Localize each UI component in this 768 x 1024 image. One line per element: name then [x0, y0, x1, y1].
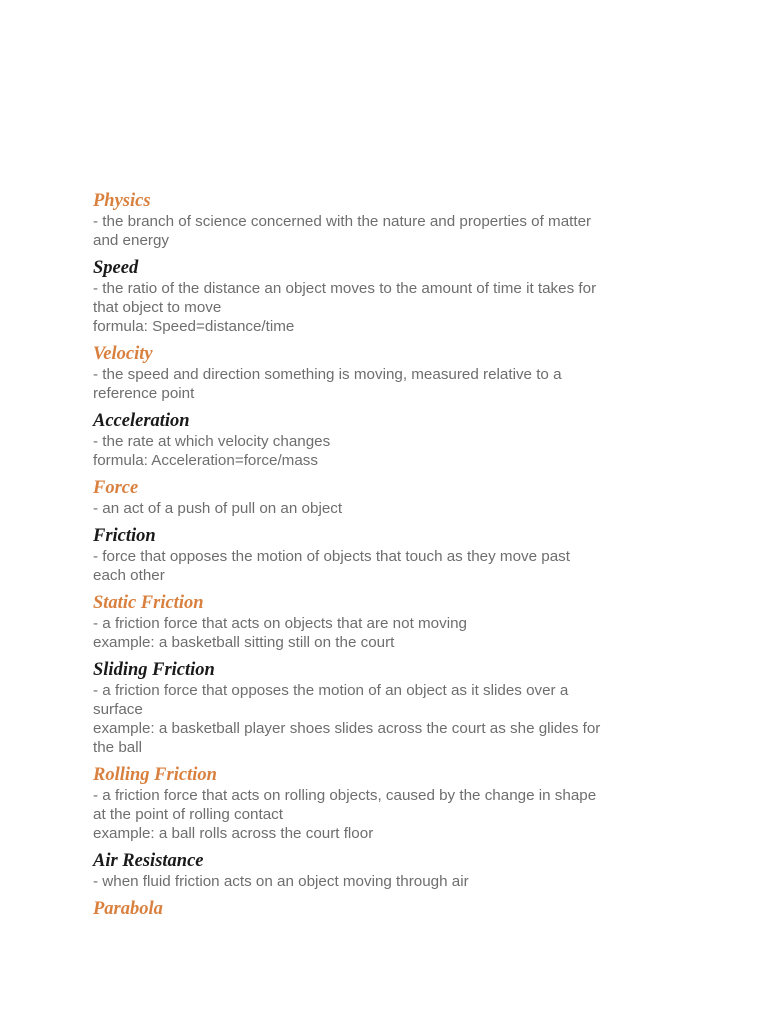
- entry-air-resistance: [93, 850, 693, 891]
- glossary-page: [93, 190, 693, 920]
- definition-line: - the branch of science concerned with the nature and properties of matter: [93, 213, 592, 230]
- entry-force: [93, 477, 693, 518]
- term-heading: Velocity: [93, 344, 153, 364]
- example-line: example: a basketball player shoes slides across the court as she glides for: [93, 720, 601, 737]
- formula-line: formula: Speed=distance/time: [93, 318, 295, 335]
- entry-sliding-friction: [93, 659, 693, 757]
- definition-line: that object to move: [93, 299, 222, 316]
- definition-line: - a friction force that acts on objects that are not moving: [93, 615, 467, 632]
- term-heading: Static Friction: [93, 593, 204, 613]
- term-heading: Sliding Friction: [93, 660, 215, 680]
- definition-line: each other: [93, 567, 165, 584]
- definition-line: - a friction force that opposes the motion of an object as it slides over a: [93, 682, 569, 699]
- definition-line: reference point: [93, 385, 195, 402]
- definition-line: - when fluid friction acts on an object moving through air: [93, 873, 469, 890]
- term-heading: Parabola: [93, 899, 163, 919]
- entry-physics: [93, 190, 693, 250]
- entry-speed: [93, 257, 693, 336]
- definition-line: and energy: [93, 232, 169, 249]
- term-heading: Force: [93, 478, 139, 498]
- entry-parabola: [93, 898, 693, 920]
- formula-line: formula: Acceleration=force/mass: [93, 452, 318, 469]
- term-heading: Physics: [93, 191, 151, 211]
- entry-velocity: [93, 343, 693, 403]
- definition-line: - the ratio of the distance an object moves to the amount of time it takes for: [93, 280, 597, 297]
- example-line: the ball: [93, 739, 142, 756]
- definition-line: - a friction force that acts on rolling objects, caused by the change in shape: [93, 787, 597, 804]
- definition-line: - the speed and direction something is moving, measured relative to a: [93, 366, 562, 383]
- definition-line: surface: [93, 701, 143, 718]
- term-heading: Friction: [93, 526, 156, 546]
- term-heading: Speed: [93, 258, 139, 278]
- definition-line: - force that opposes the motion of objects that touch as they move past: [93, 548, 570, 565]
- example-line: example: a basketball sitting still on the court: [93, 634, 395, 651]
- term-heading: Acceleration: [93, 411, 190, 431]
- term-heading: Air Resistance: [93, 851, 204, 871]
- definition-line: - an act of a push of pull on an object: [93, 500, 343, 517]
- definition-line: at the point of rolling contact: [93, 806, 283, 823]
- term-heading: Rolling Friction: [93, 765, 217, 785]
- definition-line: - the rate at which velocity changes: [93, 433, 331, 450]
- entry-rolling-friction: [93, 764, 693, 843]
- entry-static-friction: [93, 592, 693, 652]
- entry-acceleration: [93, 410, 693, 470]
- example-line: example: a ball rolls across the court floor: [93, 825, 374, 842]
- entry-friction: [93, 525, 693, 585]
